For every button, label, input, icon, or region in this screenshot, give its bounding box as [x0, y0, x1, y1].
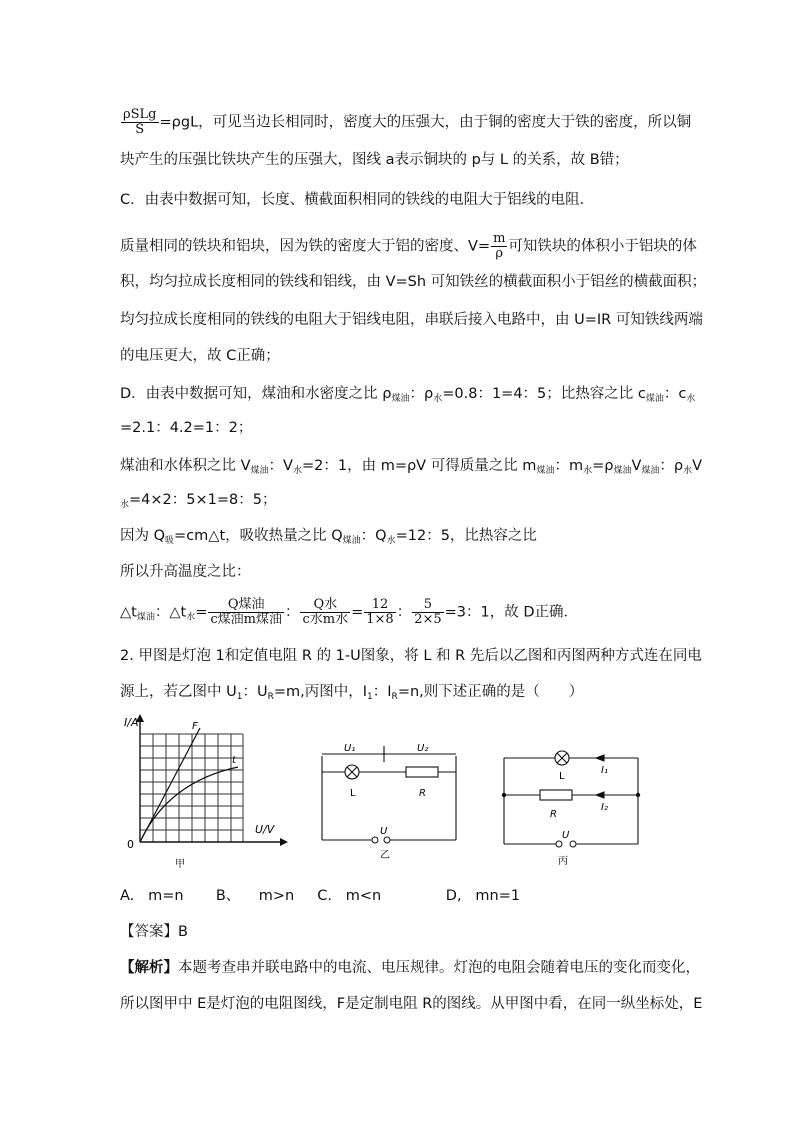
resistor-label: R — [550, 809, 557, 820]
subscript: 煤油 — [536, 466, 555, 476]
answer-options: A. m=n B、 m>n C. m<n D, mn=1 — [120, 888, 521, 904]
x-arrow — [280, 838, 288, 846]
line-7: 的电压更大，故 C正确； — [120, 348, 280, 364]
subscript: 煤油 — [342, 536, 361, 546]
text: 本题考查串并联电路中的电流、电压规律。灯泡的电阻会随着电压的变化而变化， — [178, 960, 700, 976]
text: ：Q — [360, 528, 387, 544]
subscript: 1 — [367, 692, 373, 702]
text: =ρgL，可见当边长相同时，密度大的压强大，由于铜的密度大于铁的密度，所以铜 — [159, 114, 692, 131]
line-8 — [120, 384, 695, 409]
source-label: U — [562, 830, 570, 841]
subscript: 煤油 — [391, 394, 410, 404]
caption: 乙 — [380, 850, 390, 861]
line-1 — [120, 108, 691, 137]
text: V — [631, 458, 642, 474]
text: =n,则下述正确的是（ ） — [397, 684, 584, 700]
text: 煤油和水体积之比 V — [120, 458, 251, 474]
text: =0.8：1=4：5；比热容之比 c — [442, 386, 646, 402]
text: = — [351, 604, 364, 621]
junction — [502, 793, 506, 797]
subscript: 煤油 — [250, 466, 269, 476]
question-2-line-2 — [120, 682, 583, 707]
terminal — [570, 841, 576, 847]
text: ：ρ — [409, 386, 434, 402]
text: 源上，若乙图中 U — [120, 684, 237, 700]
text: ：m — [554, 458, 584, 474]
origin-label: 0 — [127, 838, 134, 851]
i1-label: I₁ — [601, 765, 608, 776]
line-3: C．由表中数据可知，长度、横截面积相同的铁线的电阻大于铝线的电阻． — [120, 192, 595, 208]
lamp-label: L — [559, 771, 565, 782]
text: ：I — [372, 684, 392, 700]
line-13: 所以升高温度之比： — [120, 564, 251, 580]
subscript: 煤油 — [641, 466, 660, 476]
line-12 — [120, 526, 537, 551]
resistor — [406, 767, 438, 777]
fraction-numerator: 12 — [364, 598, 395, 613]
subscript: R — [391, 692, 398, 702]
fraction-denominator: 2×5 — [414, 612, 442, 627]
caption: 丙 — [558, 856, 568, 867]
text: =2：1，由 m=ρV 可得质量之比 m — [301, 458, 537, 474]
question-2-line-1: 2. 甲图是灯泡 1和定值电阻 R 的 1-U图象，将 L 和 R 先后以乙图和丙图两种方式连在同电 — [120, 648, 702, 664]
fraction-denominator: S — [135, 122, 145, 137]
subscript: 水 — [120, 500, 130, 510]
text: =12：5，比热容之比 — [395, 528, 537, 544]
subscript: 水 — [433, 394, 443, 404]
text: 因为 Q — [120, 528, 166, 544]
junction — [636, 793, 640, 797]
fraction-numerator: m — [493, 231, 506, 246]
line-14 — [120, 598, 578, 628]
lamp-label: L — [350, 788, 356, 799]
fraction-numerator: ρSLg — [123, 107, 157, 122]
subscript: 水 — [186, 612, 196, 623]
fraction-denominator: 1×8 — [366, 612, 394, 627]
figure-parallel-circuit — [496, 740, 646, 872]
text: =4×2：5×1=8：5； — [129, 492, 277, 508]
subscript: 水 — [583, 466, 593, 476]
caption: 甲 — [175, 859, 185, 870]
grid — [140, 734, 243, 842]
text: =cm△t，吸收热量之比 Q — [174, 528, 343, 544]
u1-label: U₁ — [344, 743, 356, 754]
text: =m,丙图中，I — [273, 684, 368, 700]
text: 质量相同的铁块和铝块，因为铁的密度大于铝的密度、V= — [120, 238, 491, 255]
resistor — [540, 790, 572, 800]
text: 可知铁块的体积小于铝块的体 — [508, 238, 697, 255]
subscript: 水 — [292, 466, 302, 476]
fraction — [412, 598, 443, 627]
text: △t — [120, 604, 137, 621]
analysis-head: 【解析】 — [120, 960, 178, 976]
analysis-line-2: 所以图甲中 E是灯泡的电阻图线，F是定制电阻 R的图线。从甲图中看，在同一纵坐标处，E — [120, 996, 703, 1012]
figure-iu-graph — [118, 712, 298, 877]
text: = — [195, 604, 208, 621]
line-4 — [120, 232, 697, 261]
subscript: 煤油 — [645, 394, 664, 404]
line-5: 积，均匀拉成长度相同的铁线和铝线，由 V=Sh 可知铁丝的横截面积小于铝丝的横截面积； — [120, 274, 707, 290]
curve-e — [140, 767, 238, 842]
y-axis-label: I/A — [124, 716, 139, 729]
text: ：V — [268, 458, 293, 474]
curve-f-label: F — [192, 721, 198, 732]
text: V — [692, 458, 703, 474]
text: D．由表中数据可知，煤油和水密度之比 ρ — [120, 386, 392, 402]
subscript: 水 — [686, 394, 696, 404]
fraction-denominator: c水m水 — [302, 612, 349, 627]
figure-series-circuit — [314, 734, 464, 874]
text: ：c — [663, 386, 687, 402]
text: ：ρ — [659, 458, 684, 474]
i2-label: I₂ — [601, 802, 608, 813]
analysis-line-1 — [120, 958, 700, 978]
source-label: U — [380, 826, 388, 837]
u2-label: U₂ — [417, 743, 429, 754]
subscript: R — [267, 692, 274, 702]
text: ：△t — [154, 604, 187, 621]
line-11 — [120, 490, 276, 515]
text: =3：1，故 D正确． — [444, 604, 578, 621]
terminal — [556, 841, 562, 847]
fraction-numerator: Q煤油 — [208, 598, 284, 613]
text: ： — [396, 604, 412, 621]
x-axis-label: U/V — [255, 823, 275, 836]
fraction-numerator: Q水 — [300, 598, 350, 613]
fraction-numerator: 5 — [412, 598, 443, 613]
resistor-label: R — [419, 788, 426, 799]
fraction-denominator: c煤油m煤油 — [210, 612, 282, 627]
terminal — [384, 837, 390, 843]
subscript: 水 — [386, 536, 396, 546]
subscript: 1 — [236, 692, 243, 702]
line-9: =2.1：4.2=1：2； — [120, 420, 253, 436]
terminal — [372, 837, 378, 843]
subscript: 吸 — [165, 536, 175, 546]
curve-e-label: t — [232, 755, 236, 766]
answer: 【答案】B — [120, 924, 188, 940]
fraction — [121, 108, 159, 137]
fraction — [364, 598, 395, 627]
text: =ρ — [592, 458, 614, 474]
fraction — [491, 232, 507, 261]
fraction — [300, 598, 350, 627]
line-10 — [120, 456, 702, 481]
fraction-denominator: ρ — [495, 246, 504, 261]
subscript: 煤油 — [136, 612, 155, 623]
text: ：U — [242, 684, 268, 700]
subscript: 煤油 — [613, 466, 632, 476]
line-2: 块产生的压强比铁块产生的压强大，图线 a表示铜块的 p与 L 的关系，故 B错； — [120, 152, 629, 168]
fraction — [208, 598, 284, 627]
line-6: 均匀拉成长度相同的铁线的电阻大于铝线电阻，串联后接入电路中，由 U=IR 可知铁线两端 — [120, 312, 703, 328]
subscript: 水 — [683, 466, 693, 476]
text: ： — [284, 604, 300, 621]
